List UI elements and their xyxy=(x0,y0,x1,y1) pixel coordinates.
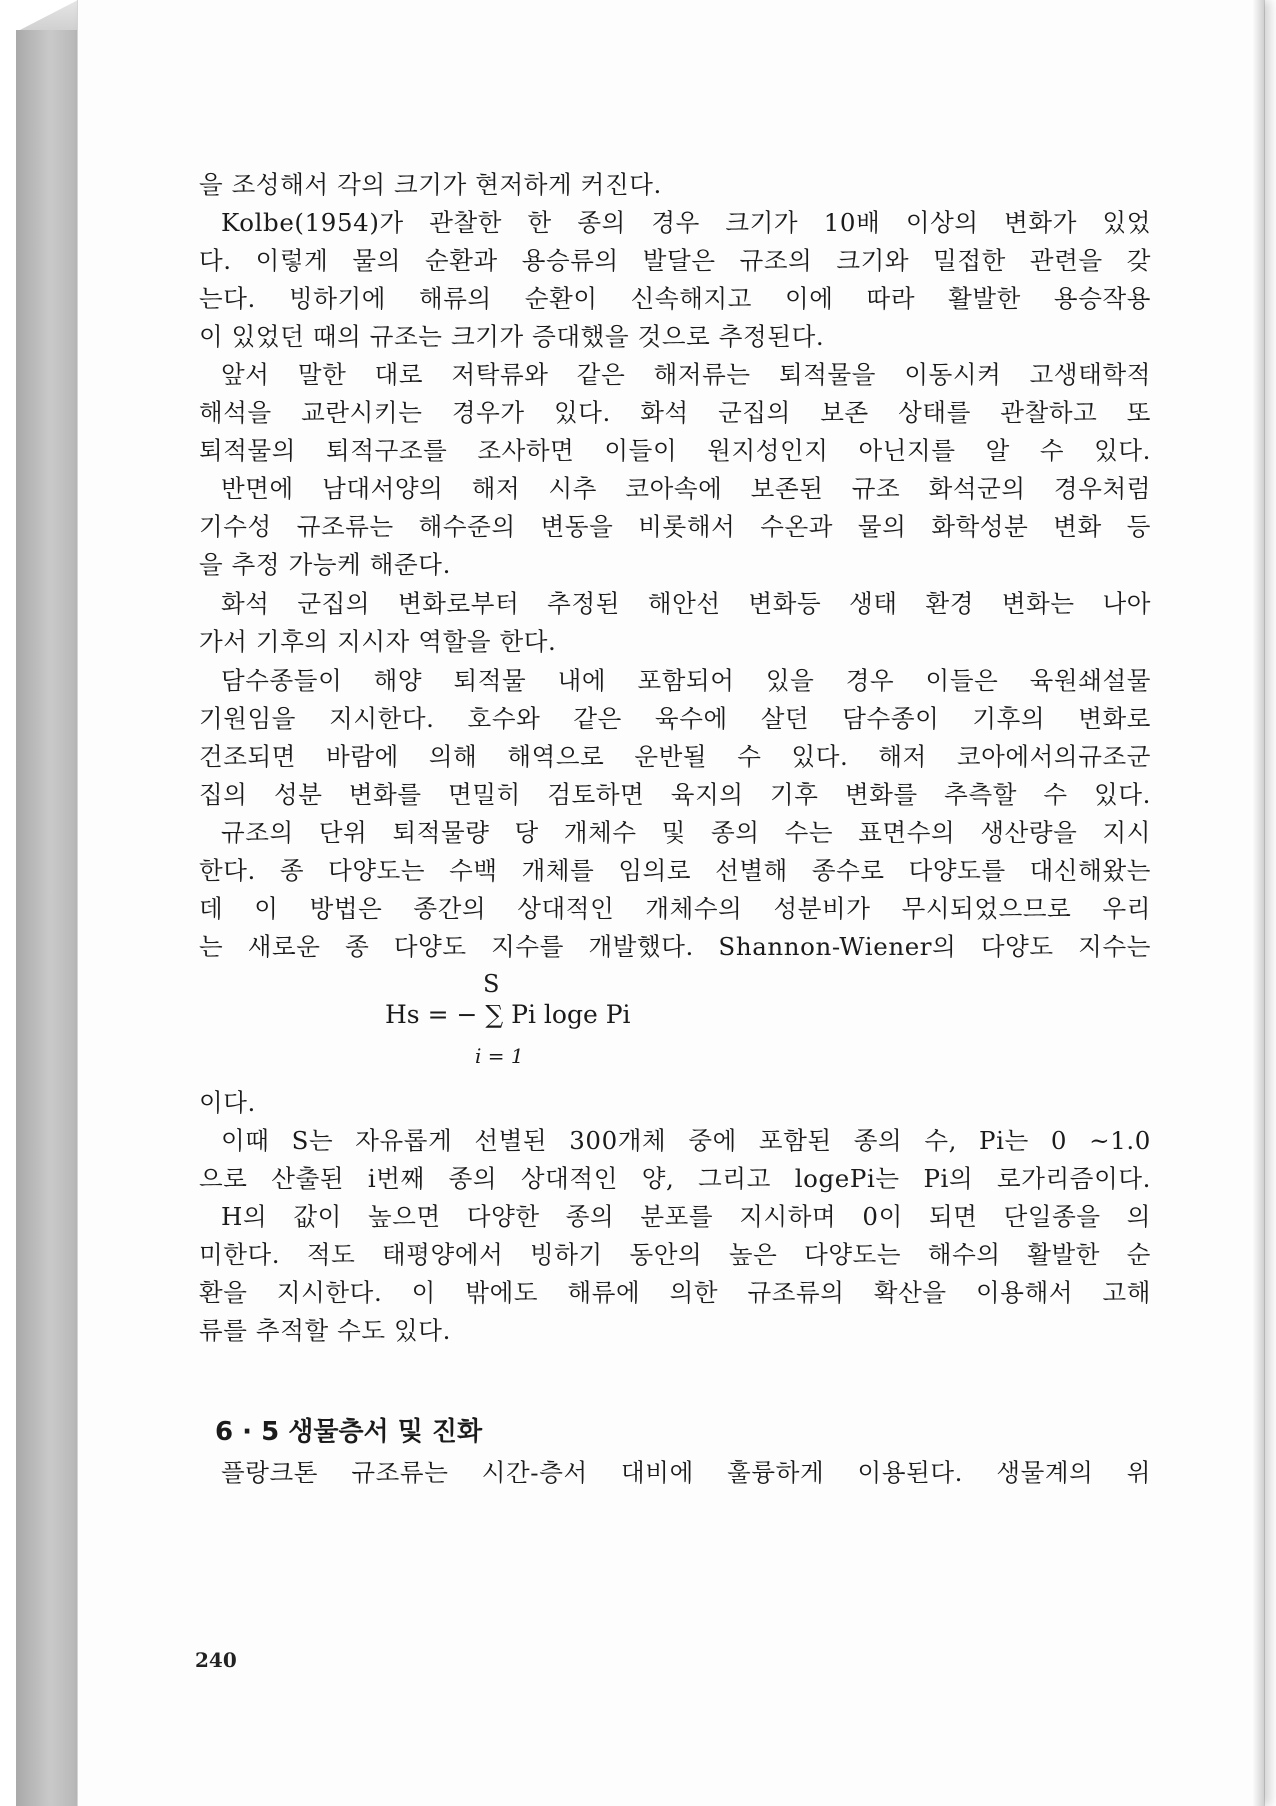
text-line: 류를 추적할 수도 있다. xyxy=(199,1316,451,1345)
text-line: 을 추정 가능케 해준다. xyxy=(199,550,451,579)
text-line: 다. 이렇게 물의 순환과 용승류의 발달은 규조의 크기와 밀접한 관련을 갖 xyxy=(199,246,1151,275)
text-line: 반면에 남대서양의 해저 시추 코아속에 보존된 규조 화석군의 경우처럼 xyxy=(221,474,1151,503)
text-line: 는 새로운 종 다양도 지수를 개발했다. Shannon-Wiener의 다양도 지수는 xyxy=(199,932,1151,961)
shannon-wiener-formula xyxy=(199,966,1151,1084)
text-line: 을 조성해서 각의 크기가 현저하게 커진다. xyxy=(199,170,662,199)
text-line: 기수성 규조류는 해수준의 변동을 비롯해서 수온과 물의 화학성분 변화 등 xyxy=(199,512,1151,541)
text-line: 데 이 방법은 종간의 상대적인 개체수의 성분비가 무시되었으므로 우리 xyxy=(199,894,1151,923)
book-spine xyxy=(16,30,78,1806)
text-line: 화석 군집의 변화로부터 추정된 해안선 변화등 생태 환경 변화는 나아 xyxy=(221,589,1151,618)
text-line: 규조의 단위 퇴적물량 당 개체수 및 종의 수는 표면수의 생산량을 지시 xyxy=(221,818,1151,847)
text-line: 건조되면 바람에 의해 해역으로 운반될 수 있다. 해저 코아에서의규조군 xyxy=(199,742,1151,771)
text-line: 한다. 종 다양도는 수백 개체를 임의로 선별해 종수로 다양도를 대신해왔는 xyxy=(199,856,1151,885)
text-line: Kolbe(1954)가 관찰한 한 종의 경우 크기가 10배 이상의 변화가 있었 xyxy=(221,208,1151,237)
text-line: 담수종들이 해양 퇴적물 내에 포함되어 있을 경우 이들은 육원쇄설물 xyxy=(221,666,1151,695)
text-line: 이 있었던 때의 규조는 크기가 증대했을 것으로 추정된다. xyxy=(199,322,825,351)
text-line: 집의 성분 변화를 면밀히 검토하면 육지의 기후 변화를 추측할 수 있다. xyxy=(199,780,1151,809)
formula-expression: Hs = − ∑ Pi loge Pi xyxy=(385,1000,631,1029)
text-line: 미한다. 적도 태평양에서 빙하기 동안의 높은 다양도는 해수의 활발한 순 xyxy=(199,1240,1151,1269)
text-line: H의 값이 높으면 다양한 종의 분포를 지시하며 0이 되면 단일종을 의 xyxy=(221,1202,1151,1231)
text-line: 기원임을 지시한다. 호수와 같은 육수에 살던 담수종이 기후의 변화로 xyxy=(199,704,1151,733)
text-line: 앞서 말한 대로 저탁류와 같은 해저류는 퇴적물을 이동시켜 고생태학적 xyxy=(221,360,1151,389)
text-line: 으로 산출된 i번째 종의 상대적인 양, 그리고 logePi는 Pi의 로가리즘이다. xyxy=(199,1164,1151,1193)
formula-lower-limit: i = 1 xyxy=(475,1044,524,1068)
text-line: 해석을 교란시키는 경우가 있다. 화석 군집의 보존 상태를 관찰하고 또 xyxy=(199,398,1151,427)
text-line: 퇴적물의 퇴적구조를 조사하면 이들이 원지성인지 아닌지를 알 수 있다. xyxy=(199,436,1151,465)
text-line: 이다. xyxy=(199,1088,256,1117)
page-edge-shadow xyxy=(1252,0,1264,1806)
text-line: 는다. 빙하기에 해류의 순환이 신속해지고 이에 따라 활발한 용승작용 xyxy=(199,284,1151,313)
page-number: 240 xyxy=(195,1648,237,1672)
page-body xyxy=(199,166,1151,1492)
book-top-edge xyxy=(16,0,78,32)
text-line: 이때 S는 자유롭게 선별된 300개체 중에 포함된 종의 수, Pi는 0 ~1.0 xyxy=(221,1126,1151,1155)
formula-upper-limit: S xyxy=(483,970,500,998)
section-heading: 6 · 5 생물층서 및 진화 xyxy=(215,1417,483,1447)
text-line: 환을 지시한다. 이 밖에도 해류에 의한 규조류의 확산을 이용해서 고해 xyxy=(199,1278,1151,1307)
text-line: 가서 기후의 지시자 역할을 한다. xyxy=(199,627,557,656)
text-line: 플랑크톤 규조류는 시간-층서 대비에 훌륭하게 이용된다. 생물계의 위 xyxy=(221,1458,1151,1487)
